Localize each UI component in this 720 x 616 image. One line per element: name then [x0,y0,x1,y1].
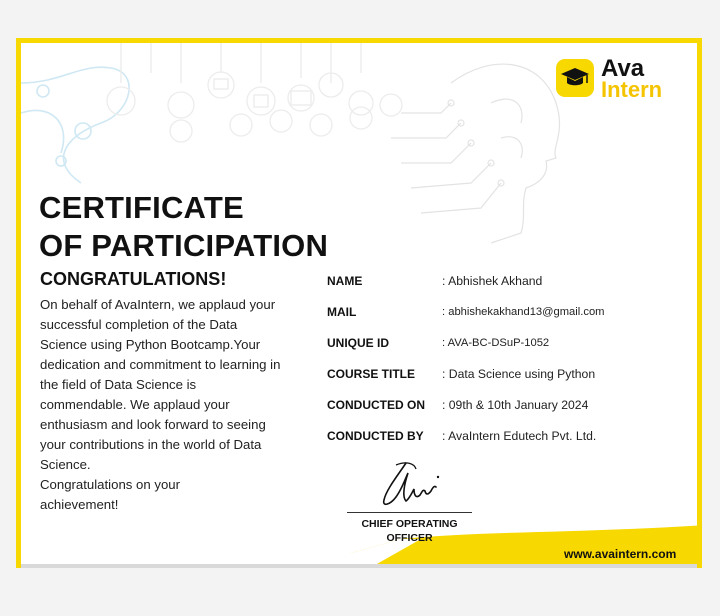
signatory-title-line-1: CHIEF OPERATING [361,518,458,530]
unique-id-label: UNIQUE ID [327,335,390,350]
closing-line-1: Congratulations on your [40,477,181,492]
signatory-title [347,517,472,545]
signature-line [347,512,472,513]
signature-image [376,455,446,510]
detail-row-mail [327,296,604,327]
unique-id-value: : AVA-BC-DSuP-1052 [442,336,550,349]
conducted-on-value: : 09th & 10th January 2024 [442,397,589,412]
body-paragraph: On behalf of AvaIntern, we applaud your successful completion of the Data Science using Python Bootcamp.Your dedication and commitment to learning in the field of Data Science is commendable. We applaud your enthusiasm and look forward to seeing your contributions in the world of Data Science. [40,297,281,472]
course-title-value: : Data Science using Python [442,366,596,381]
detail-row-id [327,327,604,358]
title-line-1: CERTIFICATE [39,190,244,225]
title-line-2: OF PARTICIPATION [39,228,329,263]
logo-text-intern: Intern [601,77,663,102]
logo-text-ava: Ava [601,55,645,82]
mail-label: MAIL [327,304,357,319]
conducted-on-label: CONDUCTED ON [327,397,425,412]
name-value: : Abhishek Akhand [442,273,543,288]
brand-logo [556,55,686,105]
certificate [16,38,702,568]
graduation-cap-icon [560,66,590,90]
course-title-label: COURSE TITLE [327,366,416,381]
participant-details [327,265,604,451]
certificate-title [39,189,328,265]
certificate-body [40,295,285,515]
logo-badge [556,59,594,97]
detail-row-conducted-by [327,420,604,451]
detail-row-course [327,358,604,389]
conducted-by-label: CONDUCTED BY [327,428,424,443]
congratulations-heading: CONGRATULATIONS! [40,269,227,289]
mail-value: : abhishekakhand13@gmail.com [442,305,605,318]
signatory-title-line-2: OFFICER [386,532,433,544]
detail-row-name [327,265,604,296]
detail-row-conducted-on [327,389,604,420]
conducted-by-value: : AvaIntern Edutech Pvt. Ltd. [442,428,597,443]
closing-line-2: achievement! [40,497,119,512]
website-url: www.avaintern.com [564,547,677,561]
name-label: NAME [327,273,363,288]
